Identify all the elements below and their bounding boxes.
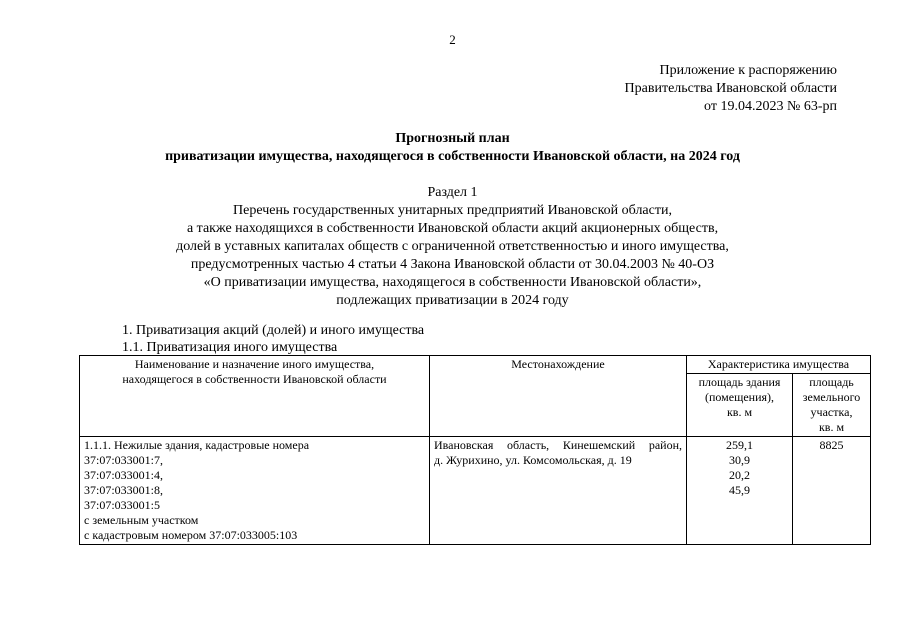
cell-name-line: 37:07:033001:4,	[84, 468, 164, 482]
cell-land-area: 8825	[793, 437, 871, 545]
cell-name-line: с кадастровым номером 37:07:033005:103	[84, 528, 298, 542]
property-table	[79, 355, 871, 545]
header-land-area	[793, 374, 871, 437]
cell-location-line: Ивановская область, Кинешемский район,	[434, 438, 682, 452]
document-title	[0, 130, 905, 166]
section-heading	[0, 184, 905, 310]
building-area-value: 45,9	[729, 483, 750, 497]
appendix-block	[625, 62, 837, 116]
title-line: приватизации имущества, находящегося в собственности Ивановской области, на 2024 год	[165, 149, 740, 164]
section-line: а также находящихся в собственности Ивановской области акций акционерных обществ,	[186, 221, 719, 236]
header-land-line: кв. м	[818, 420, 845, 434]
appendix-line: Правительства Ивановской области	[624, 81, 837, 96]
section-line: предусмотренных частью 4 статьи 4 Закона Ивановской области от 30.04.2003 № 40-ОЗ	[190, 257, 715, 272]
appendix-date-line: от 19.04.2023 № 63-рп	[704, 99, 837, 114]
cell-name-line: с земельным участком	[84, 513, 199, 527]
cell-name-line: 37:07:033001:5	[84, 498, 161, 512]
cell-name	[80, 437, 430, 545]
cell-name-line: 37:07:033001:7,	[84, 453, 164, 467]
section-line: Перечень государственных унитарных предприятий Ивановской области,	[233, 203, 672, 218]
subsection-heading: 1. Приватизация акций (долей) и иного имущества	[122, 323, 425, 338]
header-building-line: кв. м	[726, 405, 753, 419]
header-characteristics: Характеристика имущества	[687, 356, 871, 374]
appendix-line: Приложение к распоряжению	[659, 63, 837, 78]
header-land-line: участка,	[810, 405, 853, 419]
table-row	[80, 437, 871, 545]
section-line: «О приватизации имущества, находящегося в собственности Ивановской области»,	[203, 275, 702, 290]
page-number: 2	[449, 32, 456, 47]
subsection-heading: 1.1. Приватизация иного имущества	[122, 340, 338, 355]
header-name-line: находящегося в собственности Ивановской области	[122, 372, 387, 386]
cell-name-line: 1.1.1. Нежилые здания, кадастровые номера	[84, 438, 310, 452]
header-location: Местонахождение	[430, 356, 687, 437]
table-header-row	[80, 356, 871, 374]
header-name	[80, 356, 430, 437]
cell-location	[430, 437, 687, 545]
building-area-value: 30,9	[729, 453, 750, 467]
cell-name-line: 37:07:033001:8,	[84, 483, 164, 497]
header-name-line: Наименование и назначение иного имущества,	[134, 357, 375, 371]
header-building-line: площадь здания	[698, 375, 781, 389]
building-area-value: 259,1	[726, 438, 753, 452]
cell-location-line: д. Журихино, ул. Комсомольская, д. 19	[434, 453, 632, 467]
section-line: долей в уставных капиталах обществ с ограниченной ответственностью и иного имущества,	[176, 239, 729, 254]
cell-building-areas	[687, 437, 793, 545]
title-line: Прогнозный план	[395, 131, 510, 146]
header-building-area	[687, 374, 793, 437]
header-building-line: (помещения),	[704, 390, 775, 404]
section-label: Раздел 1	[427, 185, 478, 200]
building-area-value: 20,2	[729, 468, 750, 482]
section-line: подлежащих приватизации в 2024 году	[336, 293, 569, 308]
header-land-line: площадь	[809, 375, 854, 389]
header-land-line: земельного	[802, 390, 861, 404]
